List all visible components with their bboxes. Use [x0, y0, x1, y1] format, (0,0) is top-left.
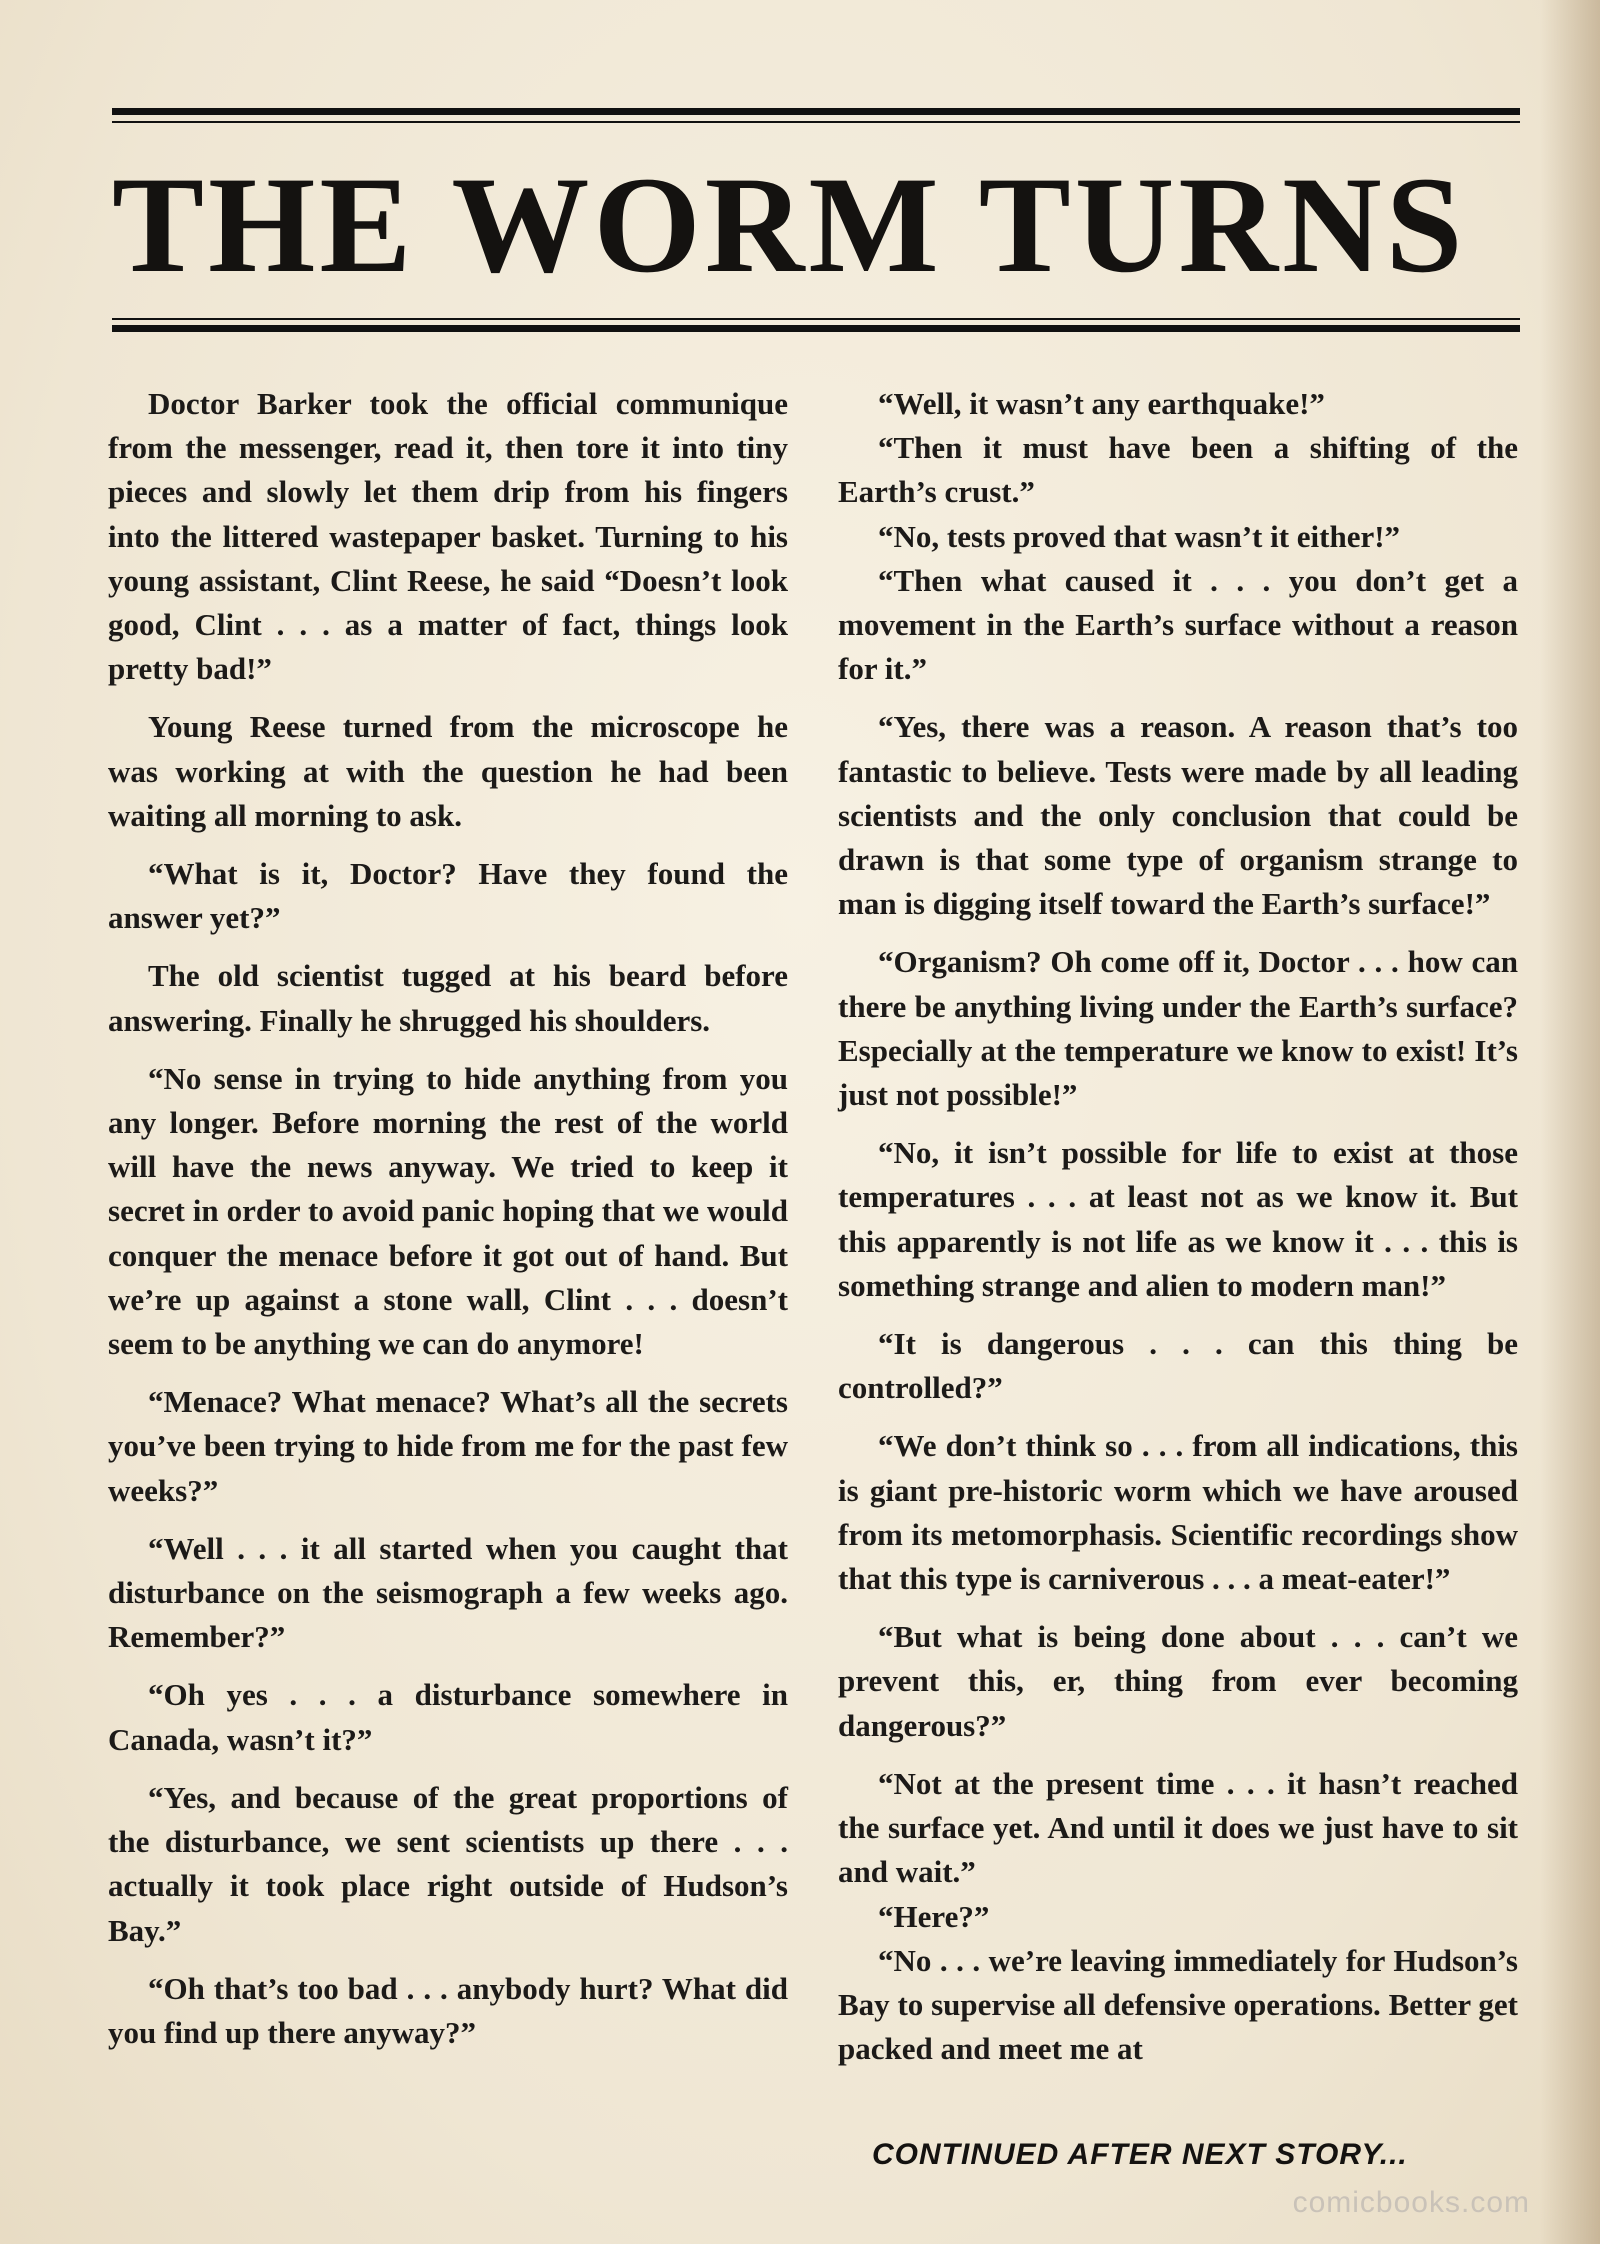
title-bottom-rule-thin — [112, 318, 1520, 320]
paragraph: Doctor Barker took the official communique from the messenger, read it, then tore it into tiny pieces and slowly let them drip from his fingers into the littered wastepaper basket. Turning to his young assistant, Clint Reese, he said “Doesn’t look good, Clint . . . as a matter of fact, things look pretty bad!” — [108, 386, 788, 687]
title-top-rule-thin — [112, 121, 1520, 123]
title-top-rule — [112, 108, 1520, 115]
paragraph: “Yes, and because of the great proportions of the disturbance, we sent scientists up there . . . actually it took place right outside of Hudson’s Bay.” — [108, 1779, 788, 1948]
paragraph: “Then it must have been a shifting of the Earth’s crust.” — [838, 430, 1518, 510]
paragraph: “No sense in trying to hide anything from you any longer. Before morning the rest of the world will have the news anyway. We tried to keep it secret in order to avoid panic hoping that we would conquer the menace before it got out of hand. But we’re up against a stone wall, Clint . . . doesn’t seem to be anything we can do anymore! — [108, 1060, 788, 1362]
title-bottom-rule — [112, 325, 1520, 332]
paragraph: “Menace? What menace? What’s all the secrets you’ve been trying to hide from me for the past few weeks?” — [108, 1384, 788, 1508]
paragraph: “Oh yes . . . a disturbance somewhere in Canada, wasn’t it?” — [108, 1677, 788, 1757]
paragraph: “Then what caused it . . . you don’t get a movement in the Earth’s surface without a reason for it.” — [838, 562, 1518, 687]
story-title: THE WORM TURNS — [112, 148, 1467, 301]
paragraph: “Oh that’s too bad . . . anybody hurt? What did you find up there anyway?” — [108, 1970, 788, 2050]
watermark-text: comicbooks.com — [1292, 2186, 1530, 2219]
paragraph: “Not at the present time . . . it hasn’t reached the surface yet. And until it does we just have to sit and wait.” — [838, 1765, 1518, 1890]
left-column — [108, 382, 788, 2069]
paragraph: The old scientist tugged at his beard before answering. Finally he shrugged his shoulders. — [108, 958, 788, 1038]
continued-notice: CONTINUED AFTER NEXT STORY... — [872, 2138, 1408, 2171]
paragraph: “But what is being done about . . . can’t we prevent this, er, thing from ever becoming dangerous?” — [838, 1619, 1518, 1743]
paragraph: “No, tests proved that wasn’t it either!” — [878, 518, 1401, 554]
paragraph: “Well, it wasn’t any earthquake!” — [878, 386, 1325, 421]
paragraph: “Organism? Oh come off it, Doctor . . . how can there be anything living under the Earth’s surface? Especially at the temperature we know to exist! It’s just not possible!” — [838, 944, 1518, 1113]
right-column — [838, 382, 1518, 2071]
paragraph: “No, it isn’t possible for life to exist at those temperatures . . . at least not as we know it. But this apparently is not life as we know it . . . this is something strange and alien to modern man!” — [838, 1135, 1518, 1303]
paragraph: “No . . . we’re leaving immediately for Hudson’s Bay to supervise all defensive operations. Better get packed and meet me at — [838, 1942, 1518, 2067]
paragraph: “Here?” — [878, 1898, 990, 1934]
paragraph: “What is it, Doctor? Have they found the answer yet?” — [108, 856, 788, 936]
paragraph: “It is dangerous . . . can this thing be controlled?” — [838, 1326, 1518, 1406]
paragraph: “Well . . . it all started when you caught that disturbance on the seismograph a few weeks ago. Remember?” — [108, 1530, 788, 1655]
paragraph: “We don’t think so . . . from all indications, this is giant pre-historic worm which we have aroused from its metomorphasis. Scientific recordings show that this type is carniverous . . . a meat-eater!” — [838, 1428, 1518, 1597]
paragraph: Young Reese turned from the microscope he was working at with the question he had been waiting all morning to ask. — [108, 709, 788, 833]
page-edge-shadow — [1540, 0, 1600, 2244]
paragraph: “Yes, there was a reason. A reason that’s too fantastic to believe. Tests were made by all leading scientists and the only conclusion that could be drawn is that some type of organism strange to man is digging itself toward the Earth’s surface!” — [838, 709, 1518, 922]
